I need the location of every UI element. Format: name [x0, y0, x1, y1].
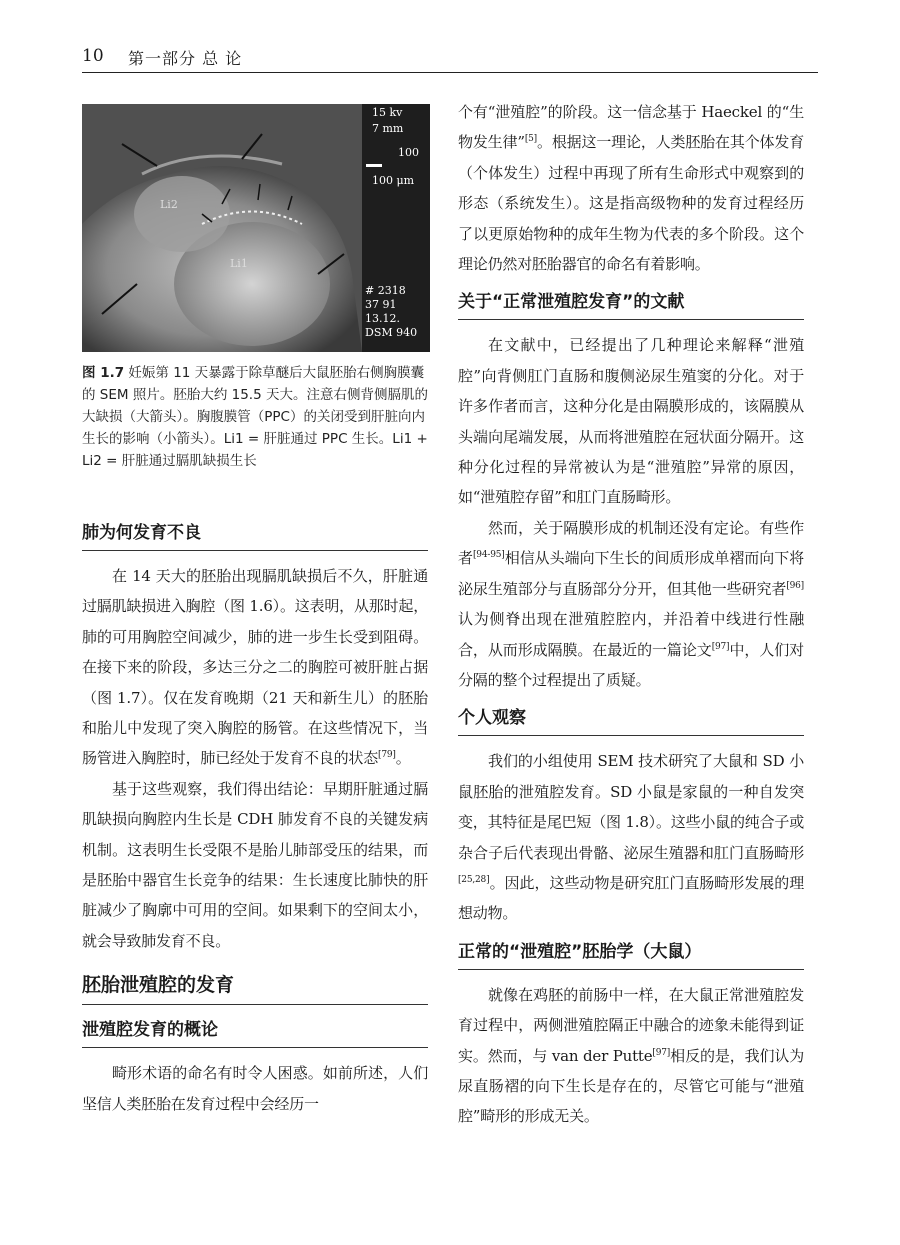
page-number: 10: [82, 46, 104, 66]
right-column: [458, 97, 804, 1132]
info-line-1: # 2318: [365, 284, 406, 297]
info-line-4: DSM 940: [365, 326, 418, 339]
section-heading-concept: 泄殖腔发育的概论: [82, 1017, 428, 1048]
header-rule: [82, 72, 818, 73]
sem-figure: [82, 104, 430, 352]
figure-caption: [82, 362, 432, 472]
paragraph-lung-1: 在 14 天大的胚胎出现膈肌缺损后不久，肝脏通过膈肌缺损进入胸腔（图 1.6）。这表明，从那时起，肺的可用胸腔空间减少，肺的进一步生长受到阻碍。在接下来的阶段，多达三分之二的胸腔可被肝脏占据（图 1.7）。仅在发育晚期（21 天和新生儿）的胚胎和胎儿中发现了突入胸腔的肠管。在这些情况下，当肠管进入胸腔时，肺已经处于发育不良的状态[79]。: [82, 567, 428, 768]
section-heading-lung: 肺为何发育不良: [82, 520, 428, 551]
citation: [96]: [786, 580, 804, 591]
info-line-3: 13.12.: [365, 312, 400, 325]
citation: [5]: [524, 134, 537, 145]
scale-mm: 7 mm: [372, 122, 404, 135]
citation: [97]: [711, 641, 730, 652]
paragraph-lung-2: 基于这些观察，我们得出结论：早期肝脏通过膈肌缺损向胸腔内生长是 CDH 肺发育不良的关键发病机制。这表明生长受限不是胎儿肺部受压的结果，而是胚胎中器官生长竞争的结果：生长速度比肺快的肝脏减少了胸廓中可用的空间。如果剩下的空间太小，就会导致肺发育不良。: [82, 779, 428, 950]
left-column: [82, 510, 428, 1119]
scale-bar: [366, 164, 382, 167]
paragraph-haeckel: 个有“泄殖腔”的阶段。这一信念基于 Haeckel 的“生物发生律”[5]。根据这一理论，人类胚胎在其个体发育（个体发生）过程中再现了所有生命形式中观察到的形态（系统发生）。这是指高级物种的发育过程经历了以更原始物种的成年生物为代表的多个阶段。这个理论仍然对胚胎器官的命名有着影响。: [458, 103, 804, 274]
running-head: [82, 44, 818, 74]
caption-text: 妊娠第 11 天暴露于除草醚后大鼠胚胎右侧胸膜囊的 SEM 照片。胚胎大约 15.5 天大。注意右侧背侧膈肌的大缺损（大箭头）。胸腹膜管（PPC）的关闭受到肝脏向内生长的影响（小箭头）。Li1 = 肝脏通过 PPC 生长。Li1 + Li2 = 肝脏通过膈肌缺损生长: [82, 365, 428, 469]
section-heading-literature: 关于“正常泄殖腔发育”的文献: [458, 289, 804, 320]
section-heading-observation: 个人观察: [458, 705, 804, 736]
scale-bar-label: 100 μm: [372, 174, 415, 187]
citation: [97]: [652, 1047, 671, 1058]
citation: [79]: [378, 750, 396, 761]
paragraph-literature-2: 然而，关于隔膜形成的机制还没有定论。有些作者[94-95]相信从头端向下生长的间质形成单褶而向下将泌尿生殖部分与直肠部分分开，但其他一些研究者[96]认为侧脊出现在泄殖腔腔内，并沿着中线进行性融合，从而形成隔膜。在最近的一篇论文[97]中，人们对分隔的整个过程提出了质疑。: [458, 518, 804, 689]
info-line-2: 37 91: [365, 298, 397, 311]
scale-kv: 15 kv: [372, 106, 403, 119]
paragraph-concept: 畸形术语的命名有时令人困惑。如前所述，人们坚信人类胚胎在发育过程中会经历一: [82, 1064, 428, 1113]
part-title: 第一部分 总 论: [128, 49, 243, 68]
paragraph-observation: 我们的小组使用 SEM 技术研究了大鼠和 SD 小鼠胚胎的泄殖腔发育。SD 小鼠是家鼠的一种自发突变，其特征是尾巴短（图 1.8）。这些小鼠的纯合子或杂合子后代表现出骨骼、泌尿生殖器和肛门直肠畸形[25,28]。因此，这些动物是研究肛门直肠畸形发展的理想动物。: [458, 752, 804, 923]
caption-label: 图 1.7: [82, 365, 125, 381]
section-heading-normal-embryology: 正常的“泄殖腔”胚胎学（大鼠）: [458, 939, 804, 970]
paragraph-literature-1: 在文献中，已经提出了几种理论来解释“泄殖腔”向背侧肛门直肠和腹侧泌尿生殖窦的分化。对于许多作者而言，这种分化是由隔膜形成的，该隔膜从头端向尾端发展，从而将泄殖腔在冠状面分隔开。这种分化过程的异常被认为是“泄殖腔”异常的原因，如“泄殖腔存留”和肛门直肠畸形。: [458, 336, 804, 507]
citation: [94-95]: [472, 550, 505, 561]
chapter-heading-cloaca: 胚胎泄殖腔的发育: [82, 970, 428, 1005]
scale-magnification: 100: [398, 146, 419, 159]
label-li2: Li2: [160, 198, 178, 211]
citation: [25,28]: [458, 874, 490, 885]
label-li1: Li1: [230, 257, 248, 270]
paragraph-normal-embryology: 就像在鸡胚的前肠中一样，在大鼠正常泄殖腔发育过程中，两侧泄殖腔隔正中融合的迹象未能得到证实。然而，与 van der Putte[97]相反的是，我们认为尿直肠褶的向下生长是存在的，尽管它可能与“泄殖腔”畸形的形成无关。: [458, 985, 805, 1126]
